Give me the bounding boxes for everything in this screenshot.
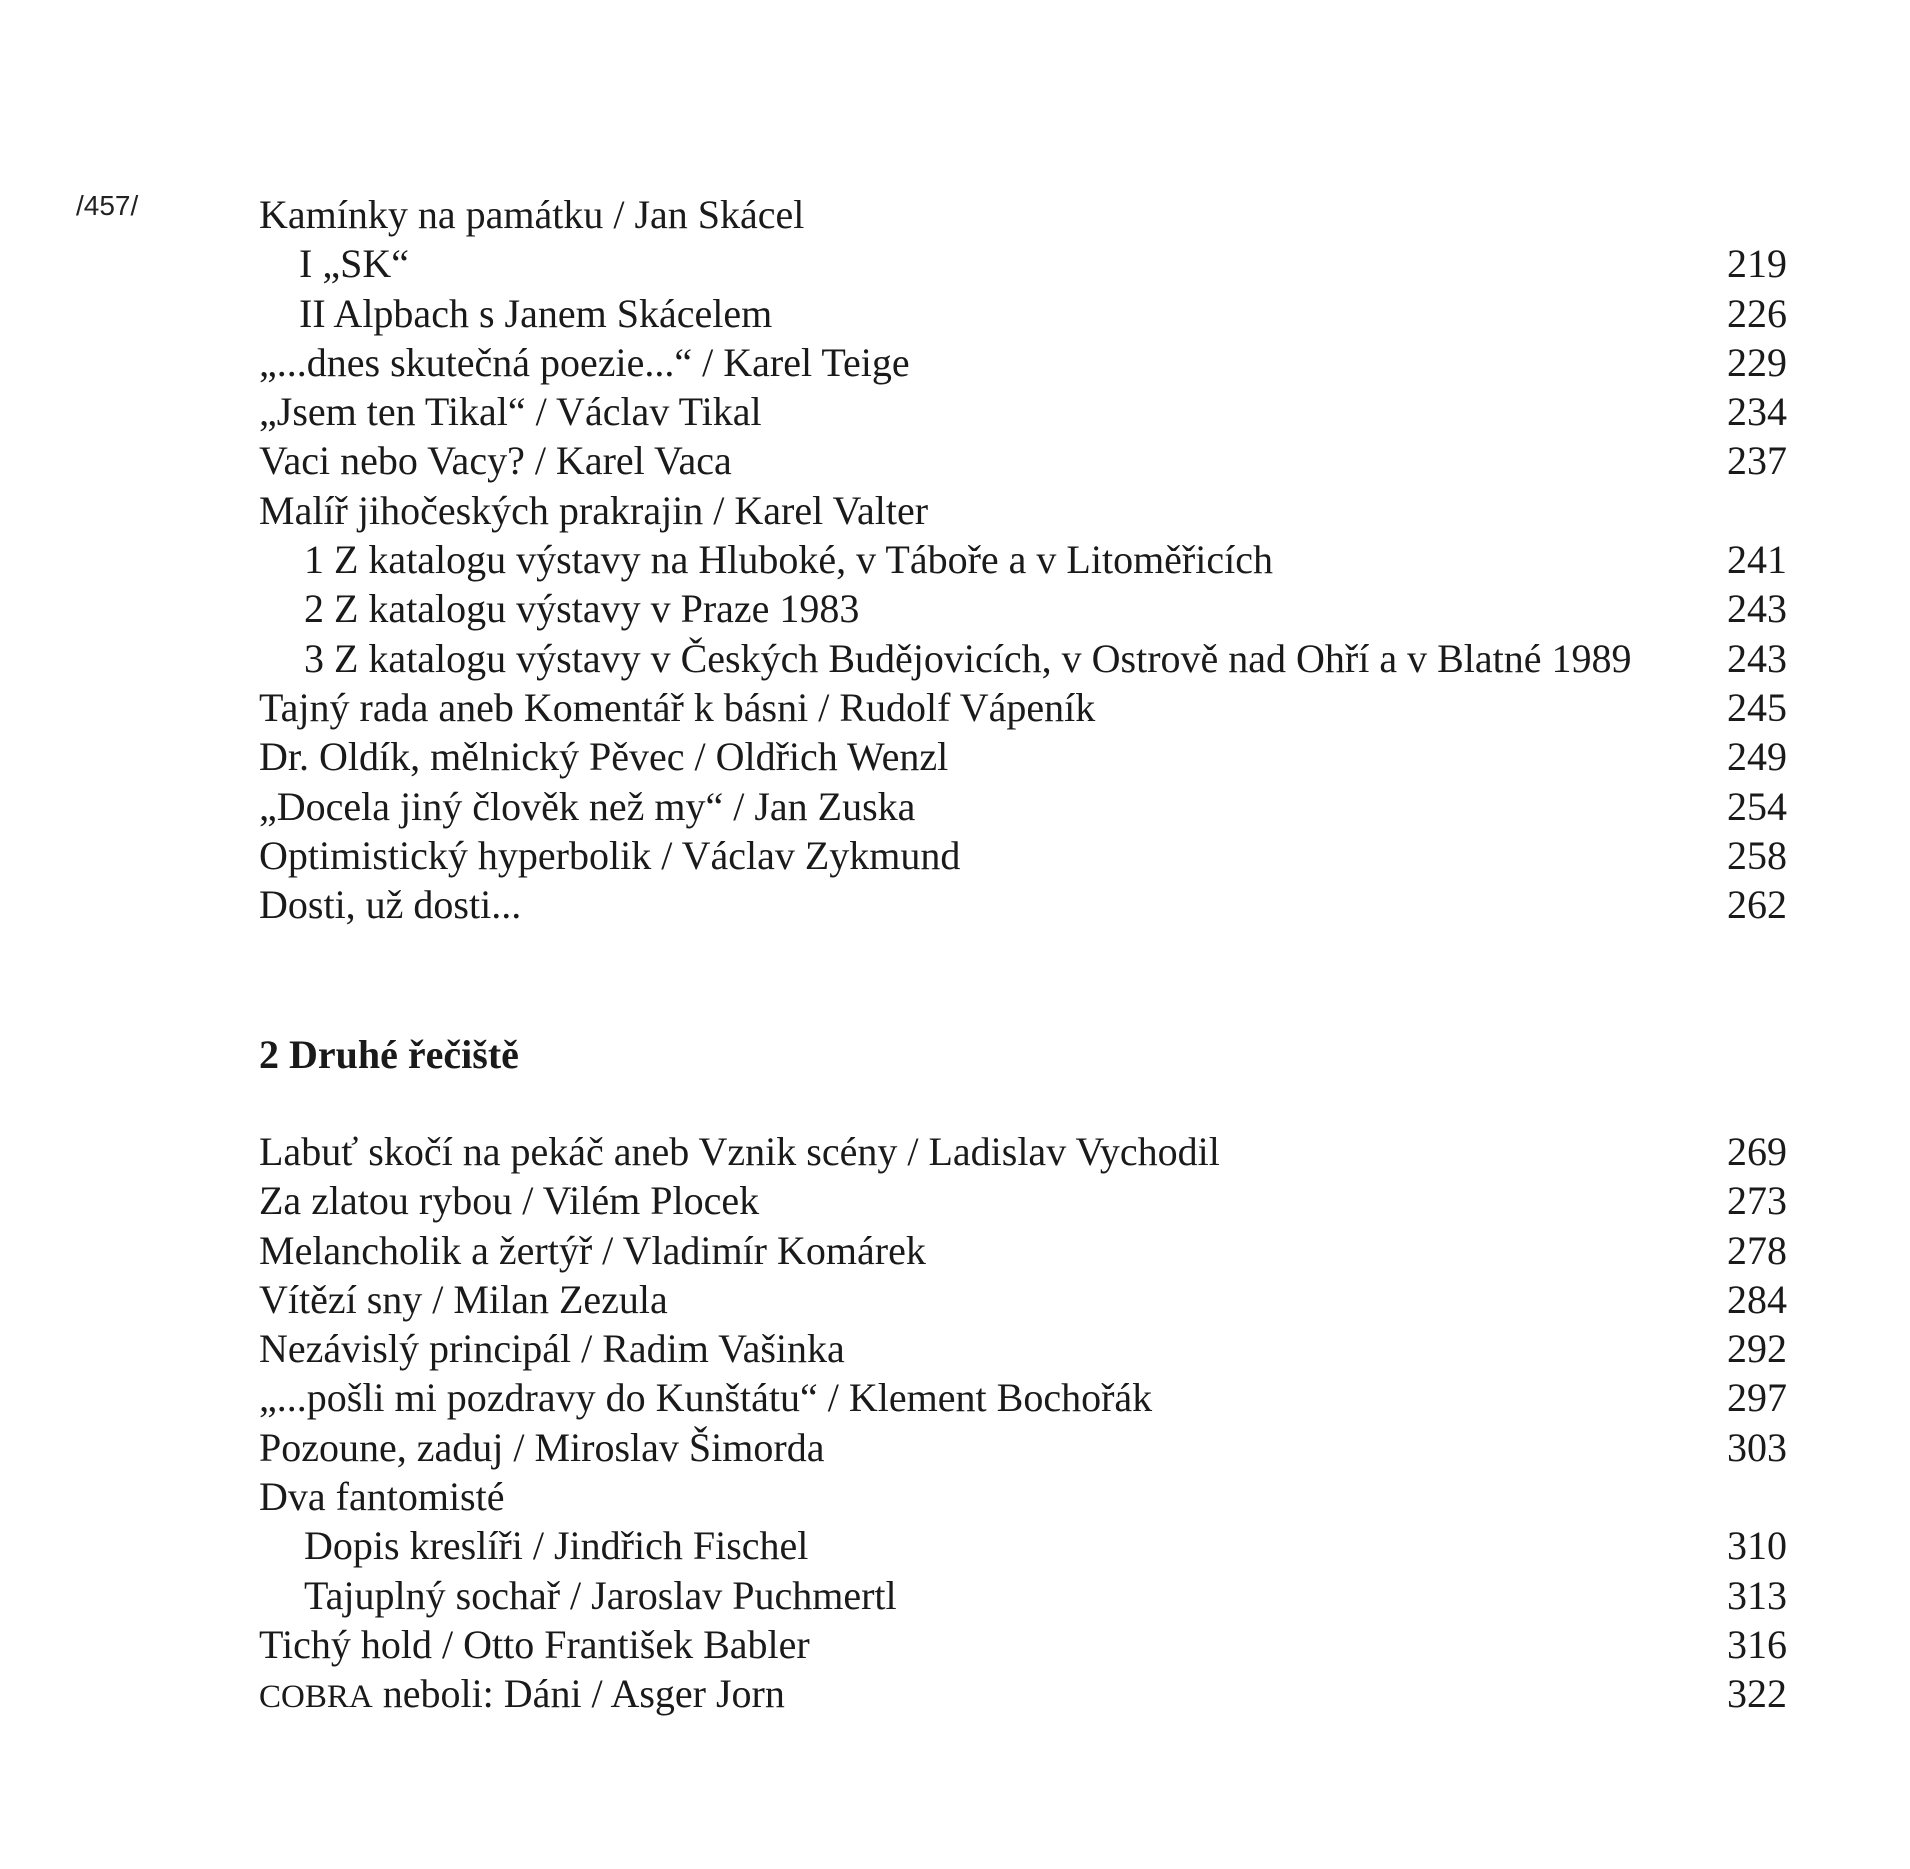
toc-entry-title: Tajuplný sochař / Jaroslav Puchmertl [304,1572,897,1618]
toc-entry-page: 273 [1727,1178,1787,1224]
toc-entry-title: Dva fantomisté [259,1474,505,1520]
toc-entry-title: Tichý hold / Otto František Babler [259,1621,810,1667]
toc-entry-page: 241 [1727,537,1787,583]
toc-entry [259,782,1787,831]
toc-entry [259,732,1787,781]
toc-entry [259,634,1787,683]
toc-entry-page: 262 [1727,882,1787,928]
toc-entry-prefix: COBRA [259,1679,373,1716]
toc-entry [259,239,1787,288]
page-number: /457/ [76,190,139,221]
toc-entry-title: 3 Z katalogu výstavy v Českých Budějovicích, v Ostrově nad Ohří a v Blatné 1989 [304,635,1632,681]
toc-entry [259,1472,1787,1521]
toc-entry-title: 1 Z katalogu výstavy na Hluboké, v Táboře a v Litoměřicích [304,537,1273,583]
toc-entry [259,486,1787,535]
toc-entry-title: Melancholik a žertýř / Vladimír Komárek [259,1227,926,1273]
toc-entry-title: Nezávislý principál / Radim Vašinka [259,1326,845,1372]
toc-entry-title: „...dnes skutečná poezie...“ / Karel Teige [259,339,910,385]
toc-entry [259,387,1787,436]
toc-entry [259,338,1787,387]
toc-entry-title: Optimistický hyperbolik / Václav Zykmund [259,832,961,878]
toc-entry-page: 226 [1727,290,1787,336]
toc-entry-page: 303 [1727,1424,1787,1470]
toc-entry-title: „Docela jiný člověk než my“ / Jan Zuska [259,783,916,829]
toc-entry [259,1275,1787,1324]
toc-entry-page: 297 [1727,1375,1787,1421]
toc-entry-page: 237 [1727,438,1787,484]
toc-entry-title: I „SK“ [299,241,409,287]
toc-entry [259,190,1787,239]
toc-entry [259,1571,1787,1620]
toc-entry-title: Za zlatou rybou / Vilém Plocek [259,1178,760,1224]
toc-entry-title: Dosti, už dosti... [259,882,522,928]
toc-entry-title-rest: neboli: Dáni / Asger Jorn [372,1671,785,1717]
toc-entry [259,683,1787,732]
toc-entry [259,1127,1787,1176]
toc-entry [259,1176,1787,1225]
toc-entry-page: 313 [1727,1572,1787,1618]
toc-entry-page: 219 [1727,241,1787,287]
toc-entry-page: 284 [1727,1276,1787,1322]
toc-entry-title: Tajný rada aneb Komentář k básni / Rudolf Vápeník [259,684,1096,730]
toc-entry-title: Labuť skočí na pekáč aneb Vznik scény / Ladislav Vychodil [259,1129,1220,1174]
toc-entry [259,1423,1787,1472]
toc-section-2 [259,1127,1787,1719]
toc-entry [259,1226,1787,1275]
toc-entry [259,1669,1787,1718]
toc-entry-page: 234 [1727,389,1787,435]
toc-entry-page: 249 [1727,734,1787,780]
toc-entry-page: 316 [1727,1621,1787,1667]
toc-entry-page: 292 [1727,1326,1787,1372]
toc-entry [259,436,1787,485]
toc-entry-page: 245 [1727,684,1787,730]
toc-entry-title: Vaci nebo Vacy? / Karel Vaca [259,438,732,484]
toc-entry-title: 2 Z katalogu výstavy v Praze 1983 [304,586,860,632]
toc-entry [259,1521,1787,1570]
toc-entry [259,535,1787,584]
toc-entry-page: 258 [1727,832,1787,878]
toc-entry-title [259,1669,1697,1722]
toc-entry [259,880,1787,929]
toc-entry-title: Dopis kreslíři / Jindřich Fischel [304,1523,809,1569]
toc-entry-title: II Alpbach s Janem Skácelem [299,290,773,336]
toc-entry [259,1620,1787,1669]
section-heading: 2 Druhé řečiště [259,1032,519,1077]
toc-entry-page: 243 [1727,635,1787,681]
toc-entry-title: Kamínky na památku / Jan Skácel [259,192,805,237]
toc-entry [259,289,1787,338]
toc-entry-page: 254 [1727,783,1787,829]
toc-entry-page: 278 [1727,1227,1787,1273]
toc-entry-page: 229 [1727,339,1787,385]
toc-entry-page: 269 [1727,1129,1787,1174]
toc-entry-title: „Jsem ten Tikal“ / Václav Tikal [259,389,762,435]
toc-entry [259,1373,1787,1422]
toc-entry [259,584,1787,633]
toc-entry-page: 243 [1727,586,1787,632]
toc-section-1 [259,190,1787,929]
toc-entry-title: Vítězí sny / Milan Zezula [259,1276,668,1322]
toc-entry-title: Malíř jihočeských prakrajin / Karel Valter [259,487,929,533]
toc-entry [259,1324,1787,1373]
toc-entry-title: Dr. Oldík, mělnický Pěvec / Oldřich Wenzl [259,734,949,780]
toc-entry [259,831,1787,880]
toc-entry-title: Pozoune, zaduj / Miroslav Šimorda [259,1424,825,1470]
toc-entry-page: 310 [1727,1523,1787,1569]
toc-entry-title: „...pošli mi pozdravy do Kunštátu“ / Klement Bochořák [259,1375,1153,1421]
toc-entry-page: 322 [1727,1671,1787,1717]
